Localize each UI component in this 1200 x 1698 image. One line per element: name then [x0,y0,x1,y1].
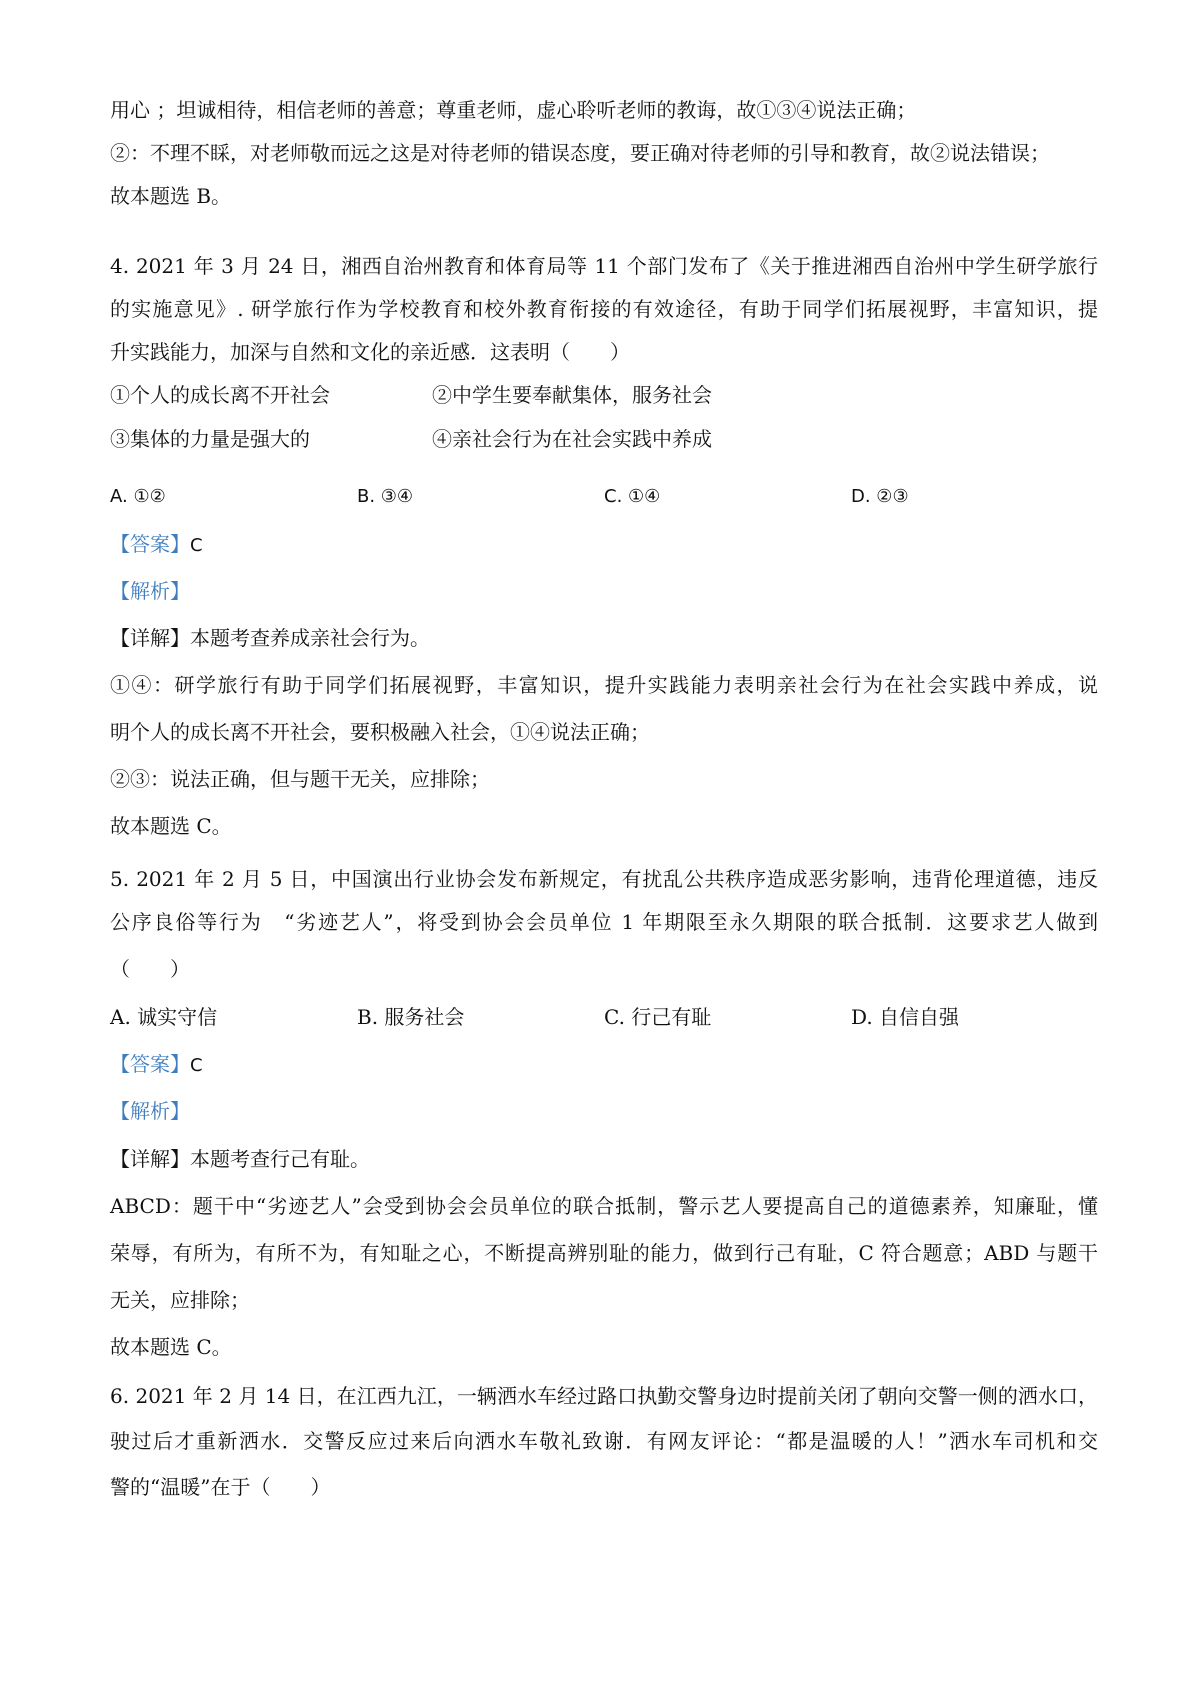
q4-answer-value: C [190,535,203,556]
q4-statement-2: ②中学生要奉献集体，服务社会 [432,383,712,407]
q3-explain-line-1: 用心 ；坦诚相待，相信老师的善意；尊重老师，虚心聆听老师的教诲，故①③④说法正确； [110,98,917,122]
q6-stem-line-1: 6. 2021 年 2 月 14 日，在江西九江，一辆洒水车经过路口执勤交警身边时提前关闭了朝向交警一侧的洒水口， [110,1384,1098,1408]
q5-option-c: C. 行己有耻 [604,1005,712,1029]
q5-answer [110,1051,203,1079]
q5-answer-value: C [190,1055,203,1076]
q5-stem-line-3: （ ） [110,957,190,981]
q6-stem-line-2: 驶过后才重新洒水．交警反应过来后向洒水车敬礼致谢．有网友评论：“都是温暖的人！”洒水车司机和交 [110,1429,1098,1453]
q5-explain-line-2: 荣辱，有所为，有所不为，有知耻之心，不断提高辨别耻的能力，做到行己有耻，C 符合题意；ABD 与题干 [110,1241,1098,1265]
q4-detail: 【详解】本题考查养成亲社会行为。 [110,626,430,650]
q4-explain-line-2: 明个人的成长离不开社会，要积极融入社会，①④说法正确； [110,720,650,744]
q5-stem-line-1: 5. 2021 年 2 月 5 日，中国演出行业协会发布新规定，有扰乱公共秩序造成恶劣影响，违背伦理道德，违反 [110,867,1098,891]
q4-analysis-label: 【解析】 [110,579,190,603]
q4-statement-4: ④亲社会行为在社会实践中养成 [432,427,712,451]
q5-option-a: A. 诚实守信 [110,1005,218,1029]
q4-stem-line-2: 的实施意见》. 研学旅行作为学校教育和校外教育衔接的有效途径，有助于同学们拓展视野，丰富知识，提 [110,297,1098,321]
q4-explain-line-3: ②③：说法正确，但与题干无关，应排除； [110,767,490,791]
q5-answer-label: 【答案】 [110,1052,190,1076]
q5-analysis-label: 【解析】 [110,1099,190,1123]
q4-statement-3: ③集体的力量是强大的 [110,427,310,451]
q4-option-b: B. ③④ [357,486,414,507]
q5-option-d: D. 自信自强 [851,1005,960,1029]
q5-explain-line-1: ABCD：题干中“劣迹艺人”会受到协会会员单位的联合抵制，警示艺人要提高自己的道德素养，知廉耻，懂 [110,1194,1098,1218]
q3-conclusion: 故本题选 B。 [110,184,232,208]
q6-stem-line-3: 警的“温暖”在于（ ） [110,1475,331,1499]
q4-conclusion: 故本题选 C。 [110,814,232,838]
q5-explain-line-3: 无关，应排除； [110,1288,250,1312]
q3-explain-line-2: ②：不理不睬，对老师敬而远之这是对待老师的错误态度，要正确对待老师的引导和教育，故②说法错误； [110,141,1050,165]
q4-option-a: A. ①② [110,486,166,507]
q4-explain-line-1: ①④：研学旅行有助于同学们拓展视野，丰富知识，提升实践能力表明亲社会行为在社会实践中养成，说 [110,673,1098,697]
q5-detail: 【详解】本题考查行己有耻。 [110,1147,370,1171]
q4-answer [110,531,203,559]
q4-answer-label: 【答案】 [110,532,190,556]
q5-option-b: B. 服务社会 [357,1005,465,1029]
q4-option-d: D. ②③ [851,486,909,507]
q4-statement-1: ①个人的成长离不开社会 [110,383,330,407]
q5-conclusion: 故本题选 C。 [110,1335,232,1359]
q4-stem-line-1: 4. 2021 年 3 月 24 日，湘西自治州教育和体育局等 11 个部门发布了《关于推进湘西自治州中学生研学旅行 [110,254,1098,278]
q4-stem-line-3: 升实践能力，加深与自然和文化的亲近感．这表明（ ） [110,340,630,364]
q4-option-c: C. ①④ [604,486,661,507]
q5-stem-line-2: 公序良俗等行为 “劣迹艺人”，将受到协会会员单位 1 年期限至永久期限的联合抵制．这要求艺人做到 [110,910,1098,934]
